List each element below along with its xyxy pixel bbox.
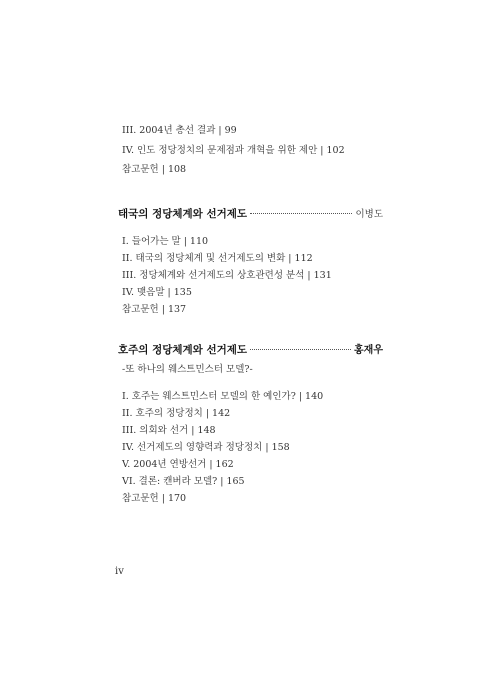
toc-entry: III. 2004년 총선 결과 | 99 [122, 125, 237, 136]
toc-entry: I. 호주는 웨스트민스터 모델의 한 예인가? | 140 [122, 391, 324, 402]
toc-entry: 참고문헌 | 108 [122, 164, 187, 175]
toc-entry: I. 들어가는 말 | 110 [122, 236, 209, 247]
toc-entry: IV. 인도 정당정치의 문제점과 개혁을 위한 제안 | 102 [122, 145, 345, 156]
toc-entry: II. 태국의 정당체계 및 선거제도의 변화 | 112 [122, 253, 313, 264]
chapter-author: 이병도 [355, 209, 383, 220]
chapter-heading-thailand [118, 206, 383, 222]
page-number: iv [115, 566, 124, 577]
toc-entry: 참고문헌 | 137 [122, 304, 187, 315]
toc-entry: VI. 결론: 캔버라 모델? | 165 [122, 476, 245, 487]
toc-entry: 참고문헌 | 170 [122, 493, 187, 504]
dot-leader [250, 349, 351, 350]
toc-entry: V. 2004년 연방선거 | 162 [122, 459, 234, 470]
chapter-title: 태국의 정당체계와 선거제도 [118, 208, 248, 220]
toc-entry: IV. 선거제도의 영향력과 정당정치 | 158 [122, 442, 290, 453]
chapter-title: 호주의 정당체계와 선거제도 [118, 344, 248, 356]
toc-entry: III. 정당체계와 선거제도의 상호관련성 분석 | 131 [122, 270, 332, 281]
chapter-author: 홍재우 [354, 345, 383, 356]
toc-entry: III. 의회와 선거 | 148 [122, 425, 216, 436]
toc-entry: II. 호주의 정당정치 | 142 [122, 408, 231, 419]
dot-leader [250, 213, 352, 214]
toc-entry: IV. 맺음말 | 135 [122, 287, 192, 298]
chapter-heading-australia [118, 341, 383, 357]
chapter-subtitle: -또 하나의 웨스트민스터 모델?- [122, 364, 253, 375]
